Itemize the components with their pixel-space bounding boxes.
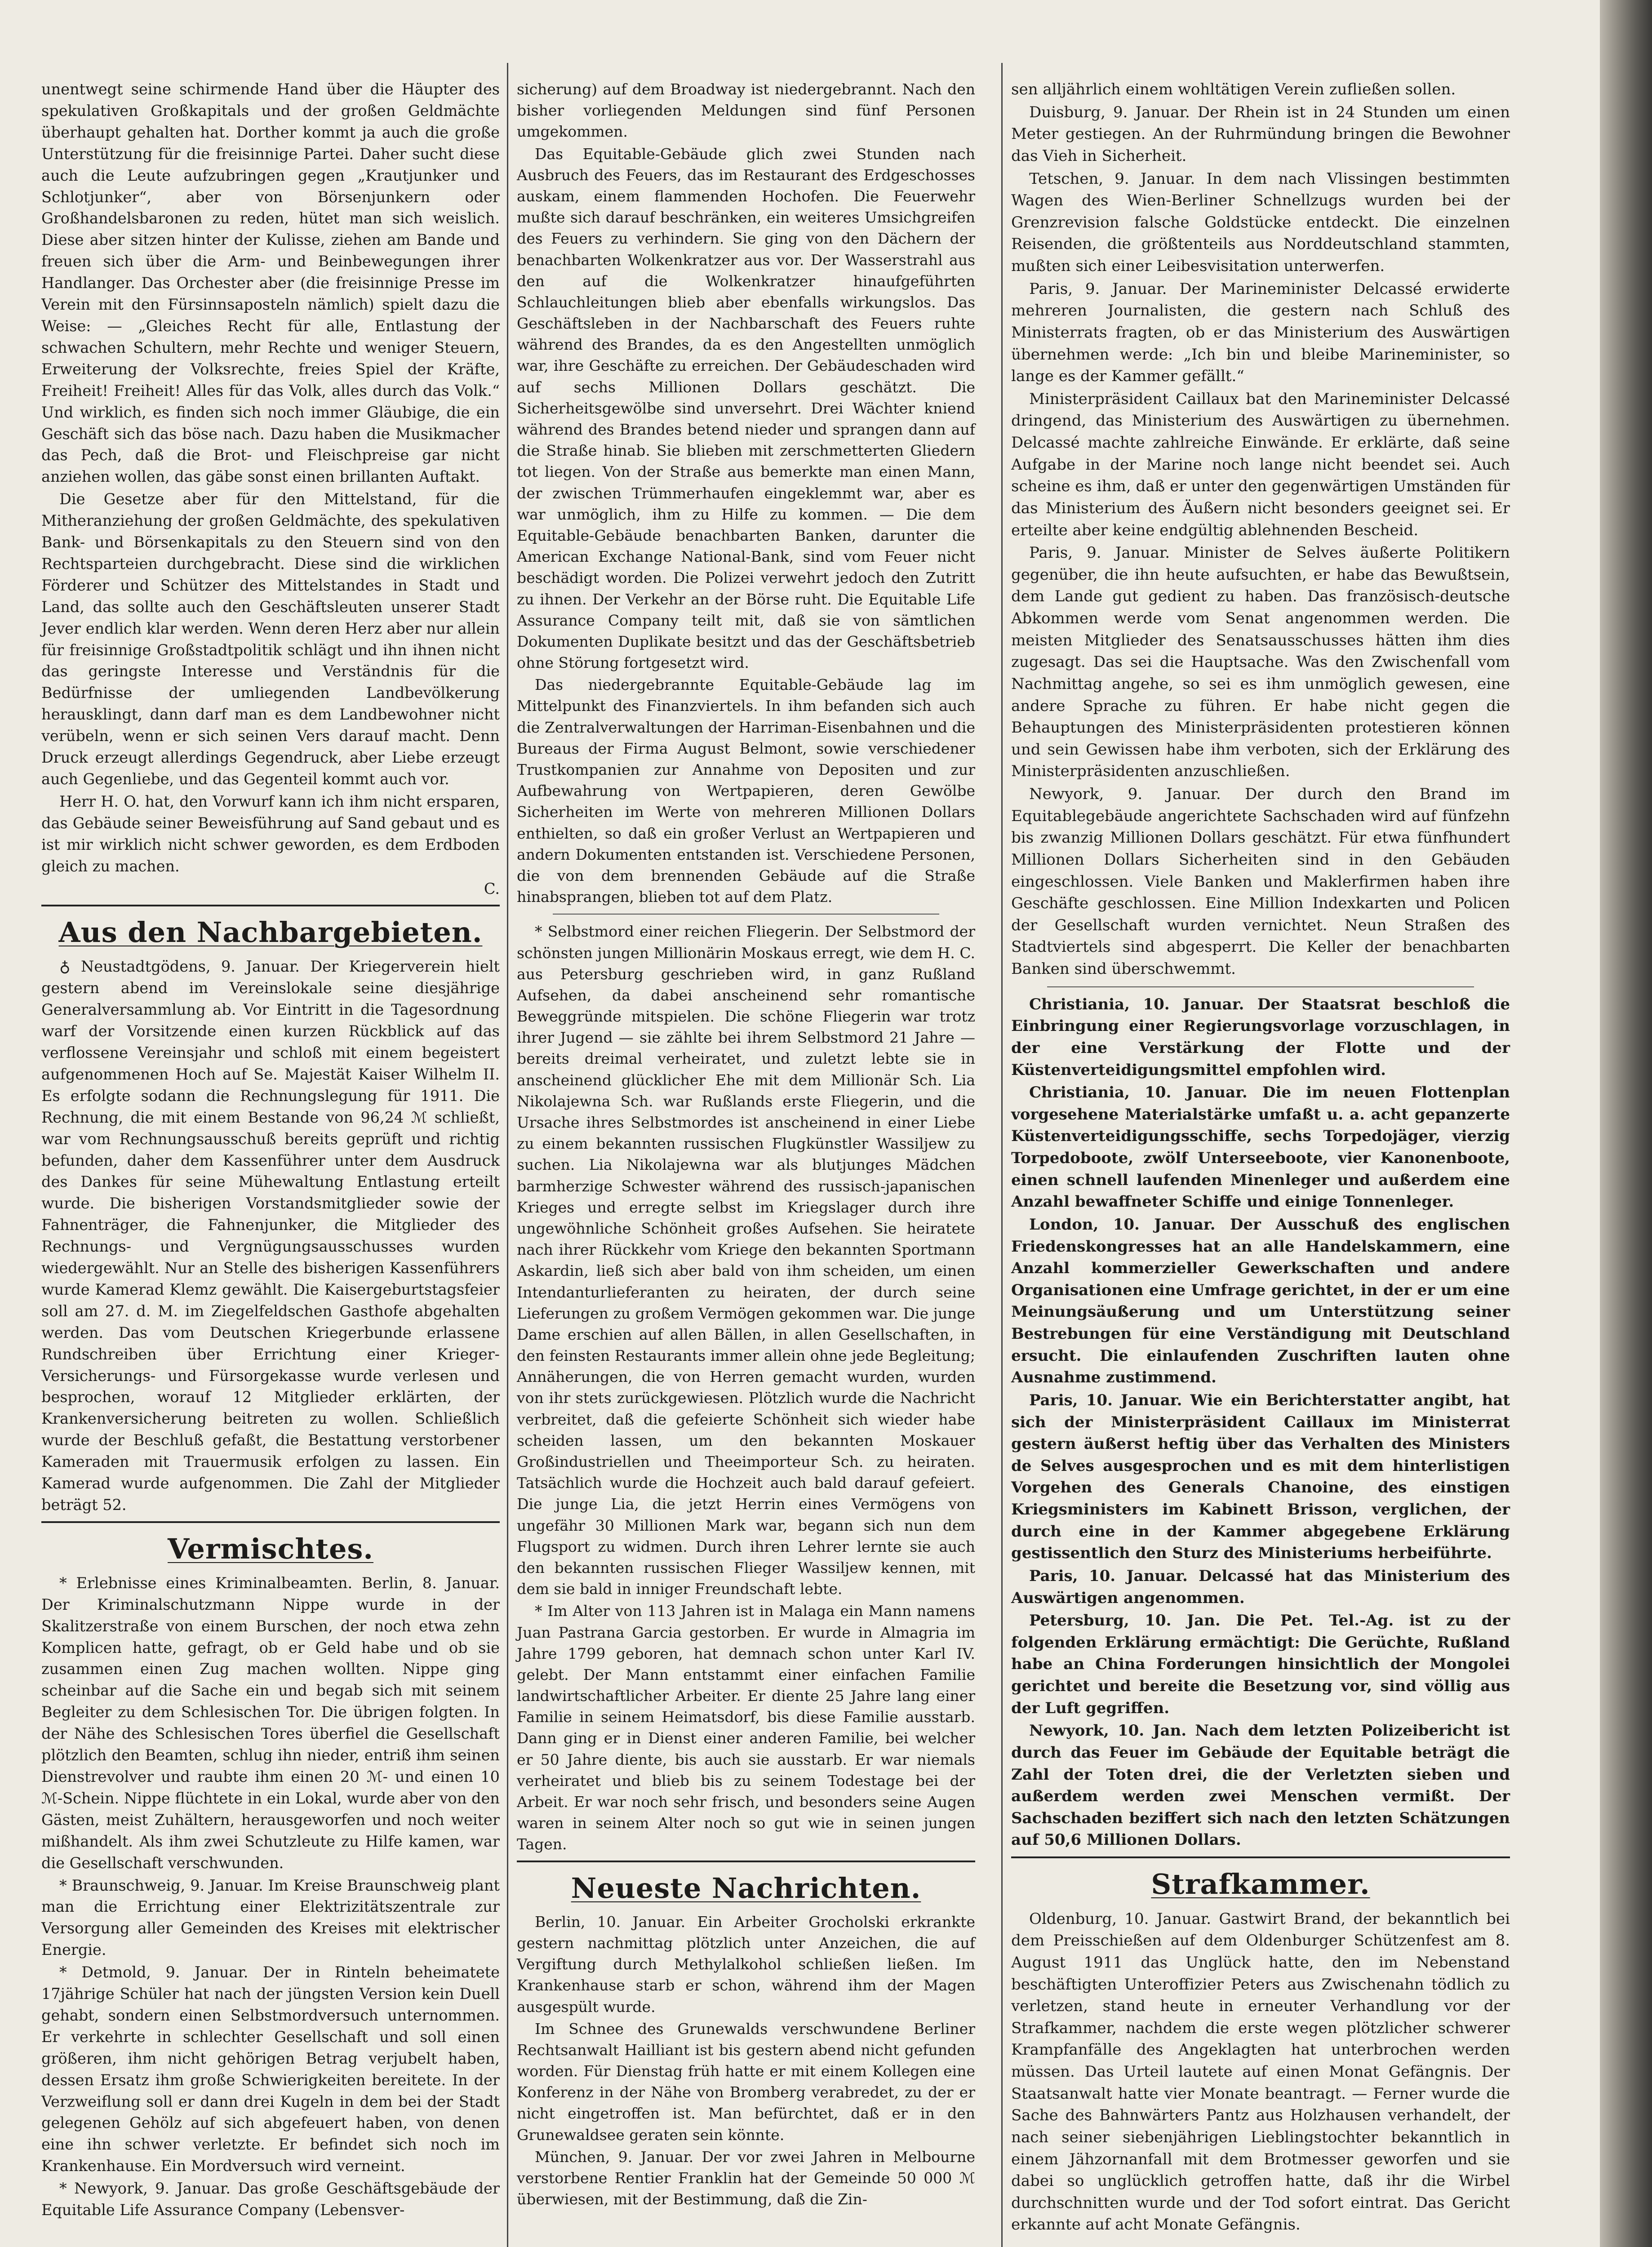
news-item: * Erlebnisse eines Kriminalbeamten. Berlin, 8. Januar. Der Kriminalschutzmann Nippe wurde in der Skalitzerstraße von einem Burschen, der noch etwa zehn Komplicen hatte, gefragt, ob er Geld habe und ob sie zusammen einen Zug machen wollten. Nippe ging scheinbar auf die Sache ein und begab sich mit seinem Begleiter zu dem Schlesischen Tor. Die übrigen folgten. In der Nähe des Schlesischen Tores überfiel die Gesellschaft plötzlich den Beamten, schlug ihn nieder, entriß ihm seinen Dienstrevolver und raubte ihm einen 20 ℳ- und einen 10 ℳ-Schein. Nippe flüchtete in ein Lokal, wurde aber von den Gästen, meist Zuhältern, herausgeworfen und noch weiter mißhandelt. Als ihm zwei Schutzleute zu Hilfe kamen, war die Gesellschaft verschwunden.: [41, 1574, 500, 1872]
news-item: Tetschen, 9. Januar. In dem nach Vlissingen bestimmten Wagen des Wien-Berliner Schnellzugs wurden bei der Grenzrevision falsche Goldstücke entdeckt. Die einzelnen Reisenden, die größtenteils aus Norddeutschland stammten, mußten sich einer Leibesvisitation unterwerfen.: [1011, 169, 1510, 275]
news-item: Im Schnee des Grunewalds verschwundene Berliner Rechtsanwalt Hailliant ist bis gestern abend nicht gefunden worden. Für Dienstag früh hatte er mit einem Kollegen eine Konferenz in der Nähe von Bromberg verabredet, zu der er nicht eingetroffen ist. Man befürchtet, daß er in den Grunewaldsee geraten sein könnte.: [517, 2020, 975, 2144]
news-item: Duisburg, 9. Januar. Der Rhein ist in 24 Stunden um einen Meter gestiegen. An der Ruhrmündung bringen die Bewohner das Vieh in Sicherheit.: [1011, 103, 1510, 165]
news-item: * Newyork, 9. Januar. Das große Geschäftsgebäude der Equitable Life Assurance Company (Lebensver-: [41, 2180, 500, 2219]
news-item: Petersburg, 10. Jan. Die Pet. Tel.-Ag. ist zu der folgenden Erklärung ermächtigt: Die Gerüchte, Rußland habe an China Forderungen hinsichtlich der Mongolei gerichtet und bereite die Besetzung vor, sind völlig aus der Luft gegriffen.: [1011, 1612, 1510, 1717]
article-signature: C.: [484, 879, 500, 897]
section-heading: Vermischtes.: [168, 1532, 373, 1565]
article-paragraph: Das niedergebrannte Equitable-Gebäude lag im Mittelpunkt des Finanzviertels. In ihm befanden sich auch die Zentralverwaltungen der Harriman-Eisenbahnen und die Bureaus der Firma August Belmont, sowie verschiedener Trustkompanien zur Annahme von Depositen und zur Aufbewahrung von Wertpapieren, deren Gewölbe Sicherheiten im Werte von mehreren Millionen Dollars enthielten, so daß ein großer Verlust an Wertpapieren und andern Dokumenten entstanden ist. Verschiedene Personen, die von dem brennenden Gebäude auf die Straße hinabsprangen, blieben tot auf dem Platz.: [517, 676, 975, 906]
news-item: * Im Alter von 113 Jahren ist in Malaga ein Mann namens Juan Pastrana Garcia gestorben. Er wurde in Almagria im Jahre 1799 geboren, hat demnach schon unter Karl IV. gelebt. Der Mann entstammt einer einfachen Familie landwirtschaftlicher Arbeiter. Er diente 25 Jahre lang einer Familie in seinem Heimatsdorf, bis diese Familie ausstarb. Dann ging er in Dienst einer anderen Familie, bei welcher er 50 Jahre diente, bis auch sie ausstarb. Er war niemals verheiratet und blieb bis zu seinem Todestage bei der Arbeit. Er war noch sehr frisch, und besonders seine Augen waren in seinem Alter noch so gut wie in seinen jungen Tagen.: [517, 1602, 975, 1853]
item-rule: [1047, 986, 1474, 987]
column-3: [1011, 79, 1510, 2237]
news-item: München, 9. Januar. Der vor zwei Jahren in Melbourne verstorbene Rentier Franklin hat der Gemeinde 50 000 ℳ überwiesen, mit der Bestimmung, daß die Zin-: [517, 2148, 975, 2208]
page-edge: [1600, 0, 1652, 2247]
news-item: * Detmold, 9. Januar. Der in Rinteln beheimatete 17jährige Schüler hat nach der jüngsten Version kein Duell gehabt, sondern einen Selbstmordversuch unternommen. Er verkehrte in schlechter Gesellschaft und soll einen größeren, ihm nicht gehörigen Betrag verjubelt haben, dessen Ersatz ihm große Schwierigkeiten bereitete. In der Verzweiflung soll er dann drei Kugeln in dem bei der Stadt gelegenen Gehölz auf sich abgefeuert haben, von denen eine ihn schwer verletzte. Er befindet sich noch im Krankenhause. Ein Mordversuch wird verneint.: [41, 1963, 500, 2175]
section-heading: Neueste Nachrichten.: [571, 1871, 921, 1905]
news-item: Oldenburg, 10. Januar. Gastwirt Brand, der bekanntlich bei dem Preisschießen auf dem Oldenburger Schützenfest am 8. August 1911 das Unglück hatte, den im Nebenstand beschäftigten Unteroffizier Peters aus Zwischenahn tödlich zu verletzen, stand heute in erneuter Verhandlung vor der Strafkammer, nachdem die erste wegen plötzlicher schwerer Krampfanfälle des Angeklagten hat unterbrochen werden müssen. Das Urteil lautete auf einen Monat Gefängnis. Der Staatsanwalt hatte vier Monate beantragt. — Ferner wurde die Sache des Bahnwärters Pantz aus Holzhausen verhandelt, der nach seiner siebenjährigen Lieblingstochter bekanntlich in einem Jähzornanfall mit dem Brotmesser geworfen und sie dabei so unglücklich getroffen hatte, daß ihr die Wirbel durchschnitten wurde und der Tod sofort eintrat. Das Gericht erkannte auf acht Monate Gefängnis.: [1011, 1910, 1510, 2234]
news-item: Berlin, 10. Januar. Ein Arbeiter Grocholski erkrankte gestern nachmittag plötzlich unter Anzeichen, die auf Vergiftung durch Methylalkohol schließen ließen. Im Krankenhause starb er schon, während ihm der Magen ausgespült wurde.: [517, 1913, 975, 2016]
column-divider: [507, 63, 508, 2247]
item-rule: [553, 914, 939, 915]
news-item: Newyork, 10. Jan. Nach dem letzten Polizeibericht ist durch das Feuer im Gebäude der Equitable beträgt die Zahl der Toten drei, die der Verletzten sieben und außerdem werden zwei Menschen vermißt. Der Sachschaden beziffert sich nach den letzten Schätzungen auf 50,6 Millionen Dollars.: [1011, 1722, 1510, 1849]
news-item: Paris, 9. Januar. Minister de Selves äußerte Politikern gegenüber, die ihn heute aufsuchten, er habe das Bewußtsein, dem Lande gut gedient zu haben. Das französisch-deutsche Abkommen werde vom Senat angenommen werden. Die meisten Mitglieder des Senatsausschusses hätten ihm dies zugesagt. Das sei die Hauptsache. Was den Zwischenfall vom Nachmittag angehe, so sei es ihm unmöglich gewesen, eine andere Sprache zu führen. Er habe nicht gegen die Behauptungen des Ministerpräsidenten protestieren können und sein Gewissen habe ihm verboten, sich der Erklärung des Ministerpräsidenten anzuschließen.: [1011, 544, 1510, 781]
section-heading: Strafkammer.: [1151, 1868, 1370, 1901]
section-rule: [41, 1521, 500, 1523]
column-1: [41, 79, 500, 2222]
news-item: Paris, 10. Januar. Wie ein Berichterstatter angibt, hat sich der Ministerpräsident Caillaux im Ministerrat gestern äußerst heftig über das Verhalten des Ministers de Selves ausgesprochen und es mit dem hinterlistigen Vorgehen des Generals Chanoine, des einstigen Kriegsministers im Kabinett Brisson, verglichen, der durch eine in der Kammer abgegebene Erklärung gestissentlich den Sturz des Ministeriums herbeiführte.: [1011, 1391, 1510, 1563]
article-paragraph: Das Equitable-Gebäude glich zwei Stunden nach Ausbruch des Feuers, das im Restaurant des Erdgeschosses auskam, einem flammenden Hochofen. Die Feuerwehr mußte sich darauf beschränken, ein weiteres Umsichgreifen des Feuers zu verhindern. Sie ging von den Dächern der benachbarten Wolkenkratzer aus vor. Der Wasserstrahl aus den auf die Wolkenkratzer hinaufgeführten Schlauchleitungen blieb aber ebenfalls wirkungslos. Das Geschäftsleben in der Nachbarschaft des Feuers ruhte während des Brandes, da es den Angestellten unmöglich war, ihre Geschäfte zu erreichen. Der Gebäudeschaden wird auf sechs Millionen Dollars geschätzt. Die Sicherheitsgewölbe sind unversehrt. Drei Wächter kniend während des Brandes betend nieder und sprangen dann auf die Straße hinab. Sie blieben mit zerschmetterten Gliedern tot liegen. Von der Straße aus bemerkte man einen Mann, der zwischen Trümmerhaufen eingeklemmt war, aber es war unmöglich, ihm zu Hilfe zu kommen. — Die dem Equitable-Gebäude benachbarten Banken, darunter die American Exchange National-Bank, sind vom Feuer nicht beschädigt worden. Die Polizei verwehrt jedoch den Zutritt zu ihnen. Der Verkehr an der Börse ruht. Die Equitable Life Assurance Company teilt mit, daß sie von sämtlichen Dokumenten Duplikate besitzt und das der Geschäftsbetrieb ohne Störung fortgesetzt wird.: [517, 145, 975, 672]
news-item: London, 10. Januar. Der Ausschuß des englischen Friedenskongresses hat an alle Handelskammern, eine Anzahl kommerzieller Gewerkschaften und andere Organisationen eine Umfrage gerichtet, in der er um eine Meinungsäußerung und um Unterstützung seiner Bestrebungen für eine Verständigung mit Deutschland ersucht. Die einlaufenden Zuschriften lauten ohne Ausnahme zustimmend.: [1011, 1215, 1510, 1387]
column-divider: [1001, 63, 1003, 2247]
article-paragraph: Herr H. O. hat, den Vorwurf kann ich ihm nicht ersparen, das Gebäude seiner Beweisführung auf Sand gebaut und es ist mir wirklich nicht schwer geworden, es dem Erdboden gleich zu machen.: [41, 792, 500, 875]
news-item: * Braunschweig, 9. Januar. Im Kreise Braunschweig plant man die Errichtung einer Elektrizitätszentrale zur Versorgung aller Gemeinden des Kreises mit elektrischer Energie.: [41, 1876, 500, 1959]
news-item: ♁ Neustadtgödens, 9. Januar. Der Kriegerverein hielt gestern abend im Vereinslokale seine diesjährige Generalversammlung ab. Vor Eintritt in die Tagesordnung warf der Vorsitzende einen kurzen Rückblick auf das verflossene Vereinsjahr und schloß mit einem begeistert aufgenommenen Hoch auf Se. Majestät Kaiser Wilhelm II. Es erfolgte sodann die Rechnungslegung für 1911. Die Rechnung, die mit einem Bestande von 96,24 ℳ schließt, war vom Rechnungsausschuß bereits geprüft und richtig befunden, daher dem Kassenführer unter dem Ausdruck des Dankes für seine Mühewaltung Entlastung erteilt wurde. Die bisherigen Vorstandsmitglieder sowie der Fahnenträger, die Fahnenjunker, die Mitglieder des Rechnungs- und Vergnügungsausschusses wurden wiedergewählt. Nur an Stelle des bisherigen Kassenführers wurde Kamerad Klemz gewählt. Die Kaisergeburtstagsfeier soll am 27. d. M. im Ziegelfeldschen Gasthofe abgehalten werden. Das vom Deutschen Kriegerbunde erlassene Rundschreiben über Errichtung einer Krieger-Versicherungs- und Fürsorgekasse wurde verlesen und besprochen, worauf 12 Mitglieder erklärten, der Krankenversicherung beitreten zu wollen. Schließlich wurde der Beschluß gefaßt, die Bestattung verstorbener Kameraden mit Trauermusik erfolgen zu lassen. Ein Kamerad wurde aufgenommen. Die Zahl der Mitglieder beträgt 52.: [41, 958, 500, 1514]
news-item: Newyork, 9. Januar. Der durch den Brand im Equitablegebäude angerichtete Sachschaden wird auf fünfzehn bis zwanzig Millionen Dollars geschätzt. Für etwa fünfhundert Millionen Dollars Sicherheiten sind in den Gebäuden eingeschlossen. Viele Banken und Maklerfirmen haben ihre Geschäfte geschlossen. Eine Million Indexkarten und Policen der Gesellschaft wurden vernichtet. Neun Straßen des Stadtviertels sind abgesperrt. Die Keller der benachbarten Banken sind überschwemmt.: [1011, 785, 1510, 978]
article-paragraph: sen alljährlich einem wohltätigen Verein zufließen sollen.: [1011, 80, 1456, 98]
news-item: Paris, 10. Januar. Delcassé hat das Ministerium des Auswärtigen angenommen.: [1011, 1567, 1510, 1607]
column-2: [517, 79, 975, 2211]
article-paragraph: Die Gesetze aber für den Mittelstand, für die Mitheranziehung der großen Geldmächte, des spekulativen Bank- und Börsenkapitals zu den Steuern sind von den Rechtsparteien durchgebracht. Diese sind die wirklichen Förderer und Schützer des Mittelstandes in Stadt und Land, das sollte auch den Geschäftsleuten unserer Stadt Jever endlich klar werden. Wenn deren Herz aber nur allein für freisinnige Großstadtpolitik schlägt und ihn ihnen nicht das geringste Interesse und Verständnis für die Bedürfnisse der umliegenden Landbevölkerung herausklingt, dann darf man es dem Landbewohner nicht verübeln, wenn er sich seinen Vers darauf macht. Denn Druck erzeugt allerdings Gegendruck, aber Liebe erzeugt auch Gegenliebe, und das Gegenteil kommt auch vor.: [41, 490, 500, 788]
news-item: Paris, 9. Januar. Der Marineminister Delcassé erwiderte mehreren Journalisten, die gestern nach Schluß des Ministerrats fragten, ob er das Ministerium des Auswärtigen übernehmen werde: „Ich bin und bleibe Marineminister, so lange es der Kammer gefällt.“: [1011, 280, 1510, 386]
news-item: Ministerpräsident Caillaux bat den Marineminister Delcassé dringend, das Ministerium des Auswärtigen zu übernehmen. Delcassé machte zahlreiche Einwände. Er erklärte, daß seine Aufgabe in der Marine noch lange nicht beendet sei. Auch scheine es ihm, daß er unter den gegenwärtigen Umständen für das Ministerium des Äußern nicht besonders geeignet sei. Er erteilte aber keine endgültig ablehnenden Bescheid.: [1011, 390, 1510, 539]
article-paragraph: unentwegt seine schirmende Hand über die Häupter des spekulativen Großkapitals und der großen Geldmächte überhaupt gehalten hat. Dorther kommt ja auch die große Unterstützung für die freisinnige Partei. Daher sucht diese auch die Leute aufzubringen gegen „Krautjunker und Schlotjunker“, aber von Börsenjunkern oder Großhandelsbaronen zu reden, hütet man sich weislich. Diese aber sitzen hinter der Kulisse, ziehen am Bande und freuen sich über die Arm- und Beinbewegungen ihrer Handlanger. Das Orchester aber (die freisinnige Presse im Verein mit den Fürsinnsaposteln nämlich) spielt dazu die Weise: — „Gleiches Recht für alle, Entlastung der schwachen Schultern, mehr Rechte und weniger Steuern, Erweiterung der Volksrechte, freies Spiel der Kräfte, Freiheit! Freiheit! Alles für das Volk, alles durch das Volk.“ Und wirklich, es finden sich noch immer Gläubige, die ein Geschäft sich das böse nach. Dazu haben die Musikmacher das Pech, daß die Brot- und Fleischpreise gar nicht anziehen wollen, das gäbe sonst einen brillanten Auftakt.: [41, 80, 500, 486]
section-rule: [517, 1861, 975, 1862]
article-paragraph: sicherung) auf dem Broadway ist niedergebrannt. Nach den bisher vorliegenden Meldungen sind fünf Personen umgekommen.: [517, 80, 975, 141]
news-item: Christiania, 10. Januar. Der Staatsrat beschloß die Einbringung einer Regierungsvorlage vorzuschlagen, in der eine Verstärkung der Flotte und der Küstenverteidigungsmittel empfohlen wird.: [1011, 995, 1510, 1079]
section-heading: Aus den Nachbargebieten.: [58, 916, 483, 949]
news-item: Christiania, 10. Januar. Die im neuen Flottenplan vorgesehene Materialstärke umfaßt u. a. acht gepanzerte Küstenverteidigungsschiffe, sechs Torpedojäger, vierzig Torpedoboote, zwölf Unterseeboote, vier Kanonenboote, einen schnell laufenden Minenleger und außerdem eine Anzahl bewaffneter Schiffe und einige Tonnenleger.: [1011, 1084, 1510, 1211]
section-rule: [41, 905, 500, 906]
news-item: * Selbstmord einer reichen Fliegerin. Der Selbstmord der schönsten jungen Millionärin Moskaus erregt, wie dem H. C. aus Petersburg geschrieben wird, in ganz Rußland Aufsehen, da dabei anscheinend sehr romantische Beweggründe mitspielen. Die schöne Fliegerin war trotz ihrer Jugend — sie zählte bei ihrem Selbstmord 21 Jahre — bereits dreimal verheiratet, und zuletzt lebte sie in anscheinend glücklicher Ehe mit dem Millionär Sch. Lia Nikolajewna Sch. war Rußlands erste Fliegerin, und die Ursache ihres Selbstmordes ist anscheinend in einer Liebe zu einem bekannten russischen Flugkünstler Wassiljew zu suchen. Lia Nikolajewna war als blutjunges Mädchen barmherzige Schwester während des russisch-japanischen Krieges und erregte selbst im Kriegslager durch ihre ungewöhnliche Schönheit großes Aufsehen. Sie heiratete nach ihrer Rückkehr vom Kriege den bekannten Sportmann Askardin, ließ sich aber bald von ihm scheiden, um einen Intendanturlieferanten zu heiraten, der durch seine Lieferungen zu großem Vermögen gekommen war. Die junge Dame erschien auf allen Bällen, in allen Gesellschaften, in den feinsten Restaurants immer allein ohne jede Begleitung; Annäherungen, die von Herren gemacht wurden, wurden von ihr stets zurückgewiesen. Plötzlich wurde die Nachricht verbreitet, daß die gefeierte Schönheit sich wieder habe scheiden lassen, um den bekannten Moskauer Großindustriellen und Theeimporteur Sch. zu heiraten. Tatsächlich wurde die Hochzeit auch bald darauf gefeiert. Die junge Lia, die jetzt Herrin eines Vermögens von ungefähr 30 Millionen Mark war, begann sich nun dem Flugsport zu widmen. Durch ihren Lehrer lernte sie auch den bekannten russischen Flieger Wassiljew kennen, mit dem sie bald in inniger Freundschaft lebte.: [517, 923, 975, 1598]
section-rule: [1011, 1856, 1510, 1858]
